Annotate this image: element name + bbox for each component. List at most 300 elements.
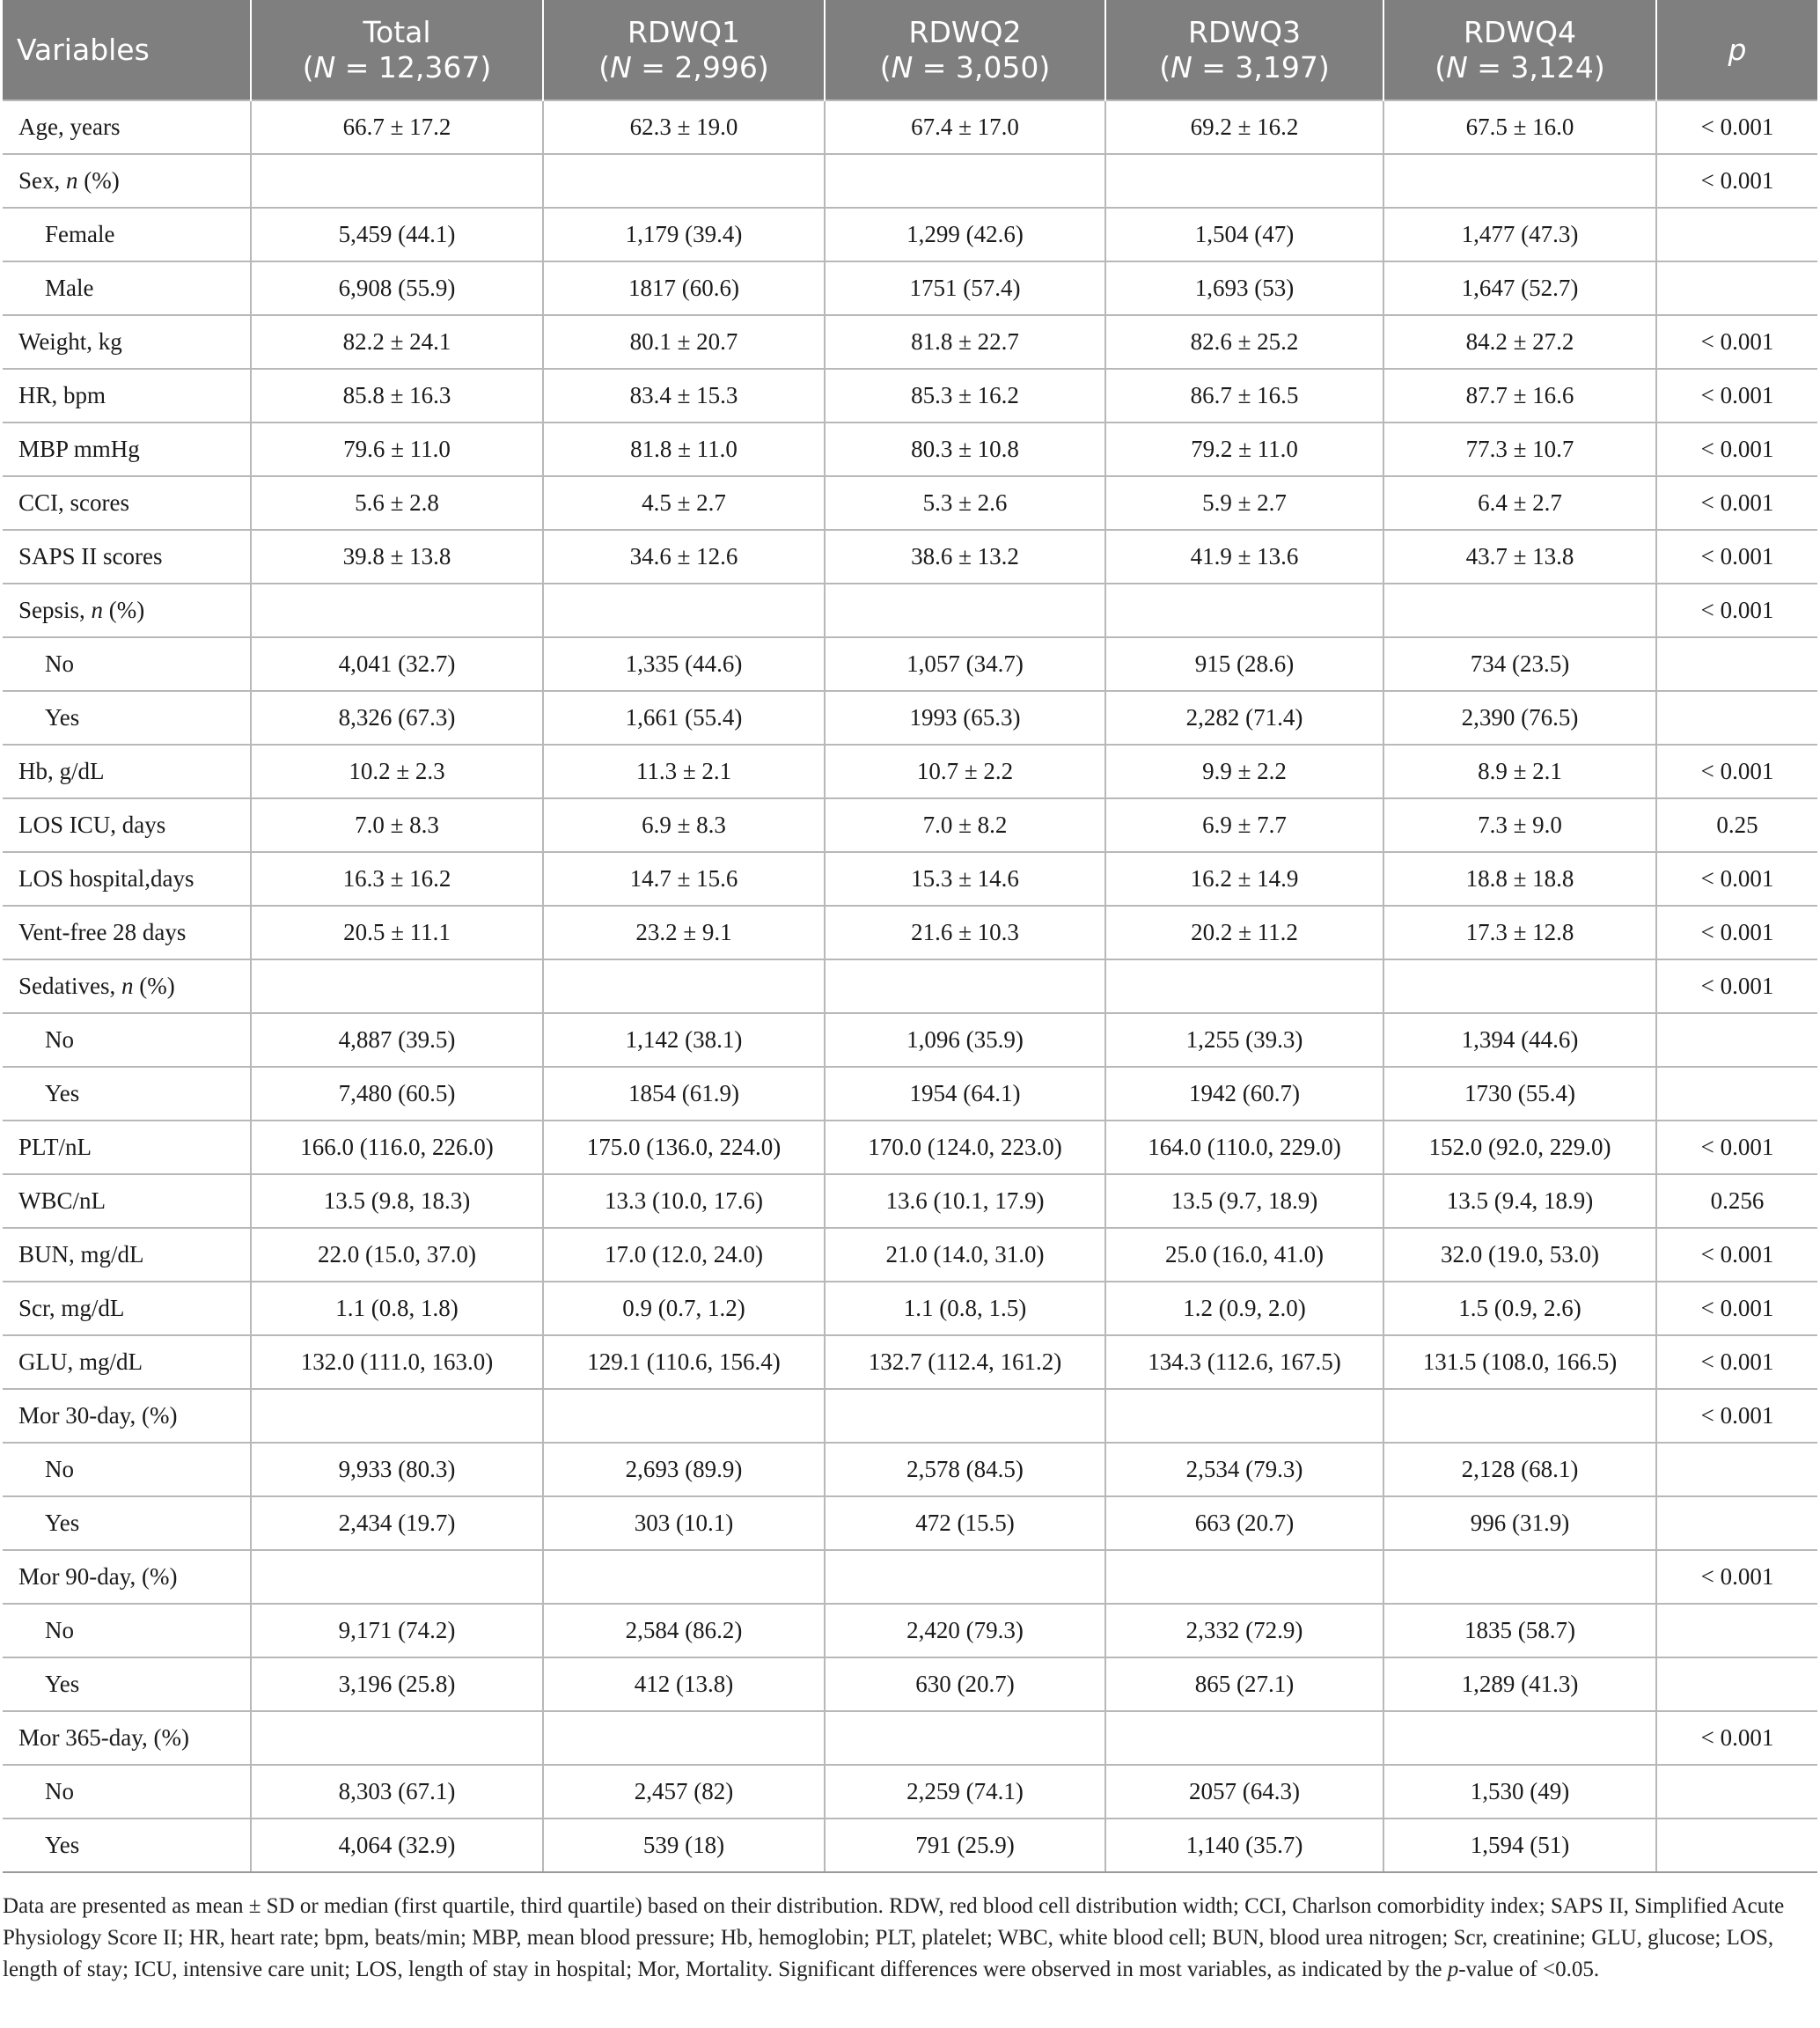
table-cell: 6,908 (55.9) [251,261,543,315]
header-col-name: RDWQ1 [627,14,740,49]
row-label-text: Scr, mg/dL [18,1295,125,1321]
table-cell: 41.9 ± 13.6 [1105,530,1383,584]
table-row [3,1121,1817,1174]
table-cell: 1,057 (34.7) [825,637,1105,691]
table-cell: 129.1 (110.6, 156.4) [543,1335,825,1389]
row-label-text: No [45,1778,74,1804]
footnote-text-end: -value of <0.05. [1458,1958,1600,1981]
table-cell: 791 (25.9) [825,1819,1105,1872]
table-row [3,1496,1817,1550]
header-col-n-value: = 3,197) [1192,49,1330,84]
p-value-cell: < 0.001 [1656,422,1817,476]
table-row [3,1013,1817,1067]
table-cell: 43.7 ± 13.8 [1383,530,1656,584]
table-cell [1383,1389,1656,1443]
table-cell: 21.6 ± 10.3 [825,906,1105,959]
row-label [3,369,251,422]
row-label-italic: n [66,167,78,194]
table-row [3,369,1817,422]
row-label-text: Yes [45,704,80,731]
row-label-text: HR, bpm [18,382,106,408]
row-label-text: No [45,1026,74,1053]
table-cell: 82.2 ± 24.1 [251,315,543,369]
table-cell: 2,578 (84.5) [825,1443,1105,1496]
table-row [3,1765,1817,1819]
header-col-n-symbol: N [891,49,914,84]
table-cell: 21.0 (14.0, 31.0) [825,1228,1105,1282]
table-cell: 5.3 ± 2.6 [825,476,1105,530]
row-label [3,1121,251,1174]
p-value-cell [1656,1819,1817,1872]
table-cell: 13.5 (9.4, 18.9) [1383,1174,1656,1228]
table-cell [1383,1711,1656,1765]
row-label [3,798,251,852]
table-row [3,959,1817,1013]
table-cell: 8.9 ± 2.1 [1383,745,1656,798]
table-cell: 0.9 (0.7, 1.2) [543,1282,825,1335]
table-row [3,1550,1817,1604]
table-cell: 1,693 (53) [1105,261,1383,315]
p-value-cell: < 0.001 [1656,852,1817,906]
row-label [3,1765,251,1819]
table-cell [251,154,543,208]
table-cell: 5,459 (44.1) [251,208,543,261]
p-value-cell [1656,691,1817,745]
table-cell: 16.2 ± 14.9 [1105,852,1383,906]
table-cell [825,1550,1105,1604]
table-cell [825,584,1105,637]
p-value-cell [1656,1604,1817,1657]
table-cell: 20.5 ± 11.1 [251,906,543,959]
p-value-cell [1656,1657,1817,1711]
row-label [3,637,251,691]
table-cell: 1,477 (47.3) [1383,208,1656,261]
table-body [3,100,1817,1872]
table-cell: 87.7 ± 16.6 [1383,369,1656,422]
table-row [3,1282,1817,1335]
p-value-cell: < 0.001 [1656,100,1817,154]
table-cell: 2,434 (19.7) [251,1496,543,1550]
table-cell: 67.4 ± 17.0 [825,100,1105,154]
table-cell: 132.0 (111.0, 163.0) [251,1335,543,1389]
row-label [3,1067,251,1121]
p-value-cell: < 0.001 [1656,1121,1817,1174]
table-cell [825,1389,1105,1443]
row-label-text: Sex, [18,167,66,194]
table-row [3,1067,1817,1121]
header-col-n-open: ( [598,49,611,84]
row-label-text: No [45,1456,74,1482]
row-label-text: PLT/nL [18,1134,92,1160]
table-cell: 1.1 (0.8, 1.8) [251,1282,543,1335]
table-cell: 18.8 ± 18.8 [1383,852,1656,906]
row-label-italic: n [91,597,104,623]
p-value-cell: < 0.001 [1656,530,1817,584]
table-cell: 1,394 (44.6) [1383,1013,1656,1067]
table-cell: 82.6 ± 25.2 [1105,315,1383,369]
table-cell: 2,457 (82) [543,1765,825,1819]
table-cell: 2,332 (72.9) [1105,1604,1383,1657]
row-label [3,1335,251,1389]
p-value-cell: < 0.001 [1656,745,1817,798]
row-label-text: Weight, kg [18,328,122,355]
header-col-n-open: ( [1435,49,1447,84]
header-row [3,0,1817,100]
table-row [3,691,1817,745]
table-cell: 13.3 (10.0, 17.6) [543,1174,825,1228]
table-cell: 13.5 (9.8, 18.3) [251,1174,543,1228]
table-cell: 1,096 (35.9) [825,1013,1105,1067]
table-cell: 1.5 (0.9, 2.6) [1383,1282,1656,1335]
table-cell [1105,1550,1383,1604]
table-cell: 1.2 (0.9, 2.0) [1105,1282,1383,1335]
table-cell: 14.7 ± 15.6 [543,852,825,906]
p-value-cell: < 0.001 [1656,476,1817,530]
table-cell: 1730 (55.4) [1383,1067,1656,1121]
table-cell: 8,326 (67.3) [251,691,543,745]
header-col-n-symbol: N [313,49,336,84]
table-cell [1105,584,1383,637]
table-row [3,1711,1817,1765]
table-cell: 7.0 ± 8.3 [251,798,543,852]
row-label-text: Mor 90-day, (%) [18,1563,178,1590]
row-label [3,1711,251,1765]
table-row [3,1335,1817,1389]
table-cell: 1,142 (38.1) [543,1013,825,1067]
table-cell: 13.6 (10.1, 17.9) [825,1174,1105,1228]
table-cell: 2057 (64.3) [1105,1765,1383,1819]
table-cell: 539 (18) [543,1819,825,1872]
p-value-cell: < 0.001 [1656,1711,1817,1765]
p-value-cell: 0.256 [1656,1174,1817,1228]
table-cell: 164.0 (110.0, 229.0) [1105,1121,1383,1174]
footnote-p-italic: p [1447,1958,1459,1981]
row-label [3,584,251,637]
row-label [3,691,251,745]
row-label-text: GLU, mg/dL [18,1348,143,1375]
table-row [3,906,1817,959]
table-cell: 80.3 ± 10.8 [825,422,1105,476]
row-label-text: Yes [45,1510,80,1536]
table-cell: 86.7 ± 16.5 [1105,369,1383,422]
p-value-cell: < 0.001 [1656,584,1817,637]
header-col-rdwq1 [543,0,825,100]
p-value-cell [1656,208,1817,261]
table-cell: 9,171 (74.2) [251,1604,543,1657]
table-cell [1105,1711,1383,1765]
row-label-tail: (%) [133,973,175,999]
table-cell: 915 (28.6) [1105,637,1383,691]
table-cell: 2,693 (89.9) [543,1443,825,1496]
row-label-text: Sedatives, [18,973,121,999]
row-label [3,1819,251,1872]
row-label-text: Hb, g/dL [18,758,105,784]
table-cell: 81.8 ± 11.0 [543,422,825,476]
table-cell: 16.3 ± 16.2 [251,852,543,906]
p-value-cell [1656,1496,1817,1550]
table-cell: 66.7 ± 17.2 [251,100,543,154]
table-cell: 175.0 (136.0, 224.0) [543,1121,825,1174]
header-col-p: p [1656,0,1817,100]
header-col-name: RDWQ2 [908,14,1022,49]
table-cell: 62.3 ± 19.0 [543,100,825,154]
row-label-text: Sepsis, [18,597,92,623]
table-cell: 1854 (61.9) [543,1067,825,1121]
table-row [3,798,1817,852]
table-cell: 1817 (60.6) [543,261,825,315]
table-cell: 303 (10.1) [543,1496,825,1550]
header-col-n-value: = 2,996) [631,49,769,84]
table-cell: 1,335 (44.6) [543,637,825,691]
table-cell [825,154,1105,208]
table-cell [1383,154,1656,208]
header-col-n-value: = 12,367) [335,49,492,84]
table-row [3,1604,1817,1657]
header-variables: Variables [3,0,251,100]
table-cell: 22.0 (15.0, 37.0) [251,1228,543,1282]
table-cell: 3,196 (25.8) [251,1657,543,1711]
row-label [3,1282,251,1335]
table-row [3,315,1817,369]
table-cell: 77.3 ± 10.7 [1383,422,1656,476]
table-cell: 2,390 (76.5) [1383,691,1656,745]
table-cell: 83.4 ± 15.3 [543,369,825,422]
table-cell: 996 (31.9) [1383,1496,1656,1550]
table-cell [1383,959,1656,1013]
row-label-text: BUN, mg/dL [18,1241,144,1268]
header-col-n-open: ( [879,49,892,84]
table-cell [543,584,825,637]
row-label-text: No [45,650,74,677]
table-cell: 79.2 ± 11.0 [1105,422,1383,476]
table-cell: 152.0 (92.0, 229.0) [1383,1121,1656,1174]
table-cell: 1,255 (39.3) [1105,1013,1383,1067]
table-cell [543,154,825,208]
table-row [3,1657,1817,1711]
table-header [3,0,1817,100]
row-label [3,476,251,530]
table-cell: 13.5 (9.7, 18.9) [1105,1174,1383,1228]
table-row [3,852,1817,906]
table-cell: 2,584 (86.2) [543,1604,825,1657]
row-label-text: Age, years [18,114,121,140]
row-label-text: No [45,1617,74,1643]
row-label-text: CCI, scores [18,489,129,516]
table-cell [251,959,543,1013]
table-cell [1383,1550,1656,1604]
p-value-cell: < 0.001 [1656,315,1817,369]
table-cell [543,1389,825,1443]
row-label [3,261,251,315]
row-label-text: WBC/nL [18,1187,106,1214]
table-cell: 734 (23.5) [1383,637,1656,691]
row-label [3,530,251,584]
table-cell: 2,128 (68.1) [1383,1443,1656,1496]
table-cell: 8,303 (67.1) [251,1765,543,1819]
row-label [3,959,251,1013]
table-cell: 39.8 ± 13.8 [251,530,543,584]
table-row [3,1228,1817,1282]
row-label-text: Female [45,221,115,247]
row-label [3,100,251,154]
table-cell: 11.3 ± 2.1 [543,745,825,798]
table-cell [1105,154,1383,208]
table-cell: 630 (20.7) [825,1657,1105,1711]
row-label-text: Mor 365-day, (%) [18,1724,189,1751]
table-cell: 1.1 (0.8, 1.5) [825,1282,1105,1335]
table-cell [1105,959,1383,1013]
table-cell: 4,041 (32.7) [251,637,543,691]
header-col-n-value: = 3,124) [1467,49,1605,84]
row-label [3,315,251,369]
table-row [3,422,1817,476]
table-cell: 23.2 ± 9.1 [543,906,825,959]
table-row [3,208,1817,261]
table-row [3,584,1817,637]
header-col-n-symbol: N [1446,49,1468,84]
table-cell: 7.0 ± 8.2 [825,798,1105,852]
table-cell: 6.9 ± 8.3 [543,798,825,852]
row-label-text: LOS ICU, days [18,812,166,838]
table-cell: 2,259 (74.1) [825,1765,1105,1819]
table-row [3,745,1817,798]
table-cell [825,1711,1105,1765]
header-col-name: RDWQ4 [1464,14,1576,49]
table-cell: 81.8 ± 22.7 [825,315,1105,369]
p-value-cell: < 0.001 [1656,154,1817,208]
table-cell: 6.9 ± 7.7 [1105,798,1383,852]
p-value-cell: < 0.001 [1656,1550,1817,1604]
table-cell: 134.3 (112.6, 167.5) [1105,1335,1383,1389]
table-row [3,530,1817,584]
row-label-tail: (%) [77,167,120,194]
table-cell: 2,420 (79.3) [825,1604,1105,1657]
table-cell: 472 (15.5) [825,1496,1105,1550]
baseline-characteristics-table [3,0,1817,1873]
row-label-tail: (%) [103,597,145,623]
table-footnote [3,1891,1798,1986]
table-row [3,637,1817,691]
row-label-text: Yes [45,1832,80,1858]
table-container [3,0,1817,1873]
p-value-cell [1656,1067,1817,1121]
table-cell: 1993 (65.3) [825,691,1105,745]
table-cell: 25.0 (16.0, 41.0) [1105,1228,1383,1282]
table-row [3,1174,1817,1228]
table-cell [251,1711,543,1765]
p-value-cell [1656,1765,1817,1819]
header-col-rdwq2 [825,0,1105,100]
table-cell: 7.3 ± 9.0 [1383,798,1656,852]
row-label [3,852,251,906]
p-value-cell: 0.25 [1656,798,1817,852]
header-col-n-symbol: N [610,49,632,84]
table-cell: 1835 (58.7) [1383,1604,1656,1657]
table-cell: 85.3 ± 16.2 [825,369,1105,422]
table-row [3,1443,1817,1496]
row-label [3,154,251,208]
p-value-cell: < 0.001 [1656,1282,1817,1335]
table-cell: 1,647 (52.7) [1383,261,1656,315]
table-cell: 4,887 (39.5) [251,1013,543,1067]
table-cell: 2,282 (71.4) [1105,691,1383,745]
p-value-cell: < 0.001 [1656,959,1817,1013]
p-value-cell [1656,637,1817,691]
row-label-text: MBP mmHg [18,436,140,462]
table-cell: 69.2 ± 16.2 [1105,100,1383,154]
row-label [3,1443,251,1496]
table-row [3,100,1817,154]
table-cell: 20.2 ± 11.2 [1105,906,1383,959]
row-label [3,906,251,959]
p-value-cell [1656,1013,1817,1067]
row-label-text: Yes [45,1080,80,1106]
table-cell: 9.9 ± 2.2 [1105,745,1383,798]
row-label [3,208,251,261]
table-cell: 1,661 (55.4) [543,691,825,745]
row-label [3,745,251,798]
header-col-name: Total [363,14,431,49]
table-cell: 1,299 (42.6) [825,208,1105,261]
table-cell: 5.6 ± 2.8 [251,476,543,530]
table-cell: 1954 (64.1) [825,1067,1105,1121]
row-label [3,1174,251,1228]
table-cell: 1,140 (35.7) [1105,1819,1383,1872]
row-label-text: LOS hospital,days [18,865,194,892]
table-cell: 10.7 ± 2.2 [825,745,1105,798]
table-cell: 1,594 (51) [1383,1819,1656,1872]
table-cell: 170.0 (124.0, 223.0) [825,1121,1105,1174]
table-cell: 132.7 (112.4, 161.2) [825,1335,1105,1389]
header-col-name: RDWQ3 [1188,14,1301,49]
p-value-cell [1656,261,1817,315]
table-cell [543,1550,825,1604]
p-value-cell: < 0.001 [1656,906,1817,959]
table-cell: 80.1 ± 20.7 [543,315,825,369]
table-row [3,1389,1817,1443]
row-label-text: SAPS II scores [18,543,163,569]
row-label [3,1496,251,1550]
table-cell: 6.4 ± 2.7 [1383,476,1656,530]
p-value-cell: < 0.001 [1656,1335,1817,1389]
row-label-text: Male [45,275,94,301]
table-cell: 4.5 ± 2.7 [543,476,825,530]
table-cell: 1942 (60.7) [1105,1067,1383,1121]
table-cell [251,1389,543,1443]
table-cell: 7,480 (60.5) [251,1067,543,1121]
table-row [3,261,1817,315]
header-col-rdwq3 [1105,0,1383,100]
p-value-cell: < 0.001 [1656,1228,1817,1282]
row-label-text: Yes [45,1671,80,1697]
table-cell: 15.3 ± 14.6 [825,852,1105,906]
table-cell: 79.6 ± 11.0 [251,422,543,476]
table-cell [251,584,543,637]
table-cell [251,1550,543,1604]
row-label [3,1604,251,1657]
row-label [3,1013,251,1067]
header-col-total [251,0,543,100]
table-cell: 166.0 (116.0, 226.0) [251,1121,543,1174]
table-cell: 4,064 (32.9) [251,1819,543,1872]
table-cell: 9,933 (80.3) [251,1443,543,1496]
row-label-text: Mor 30-day, (%) [18,1402,178,1429]
table-row [3,154,1817,208]
header-col-n-symbol: N [1171,49,1193,84]
table-cell: 1,289 (41.3) [1383,1657,1656,1711]
table-cell: 412 (13.8) [543,1657,825,1711]
table-cell: 663 (20.7) [1105,1496,1383,1550]
